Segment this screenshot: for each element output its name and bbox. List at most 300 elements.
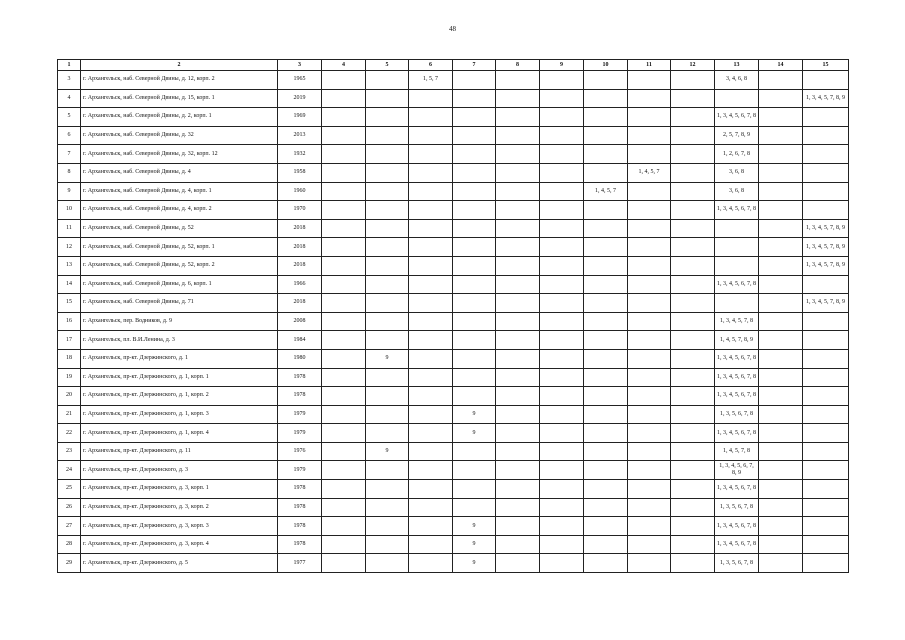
table-cell	[453, 219, 496, 238]
address-cell: г. Архангельск, наб. Северной Двины, д. 2, корп. 1	[81, 108, 278, 127]
table-cell	[366, 405, 409, 424]
table-cell	[322, 256, 366, 275]
table-cell	[496, 405, 540, 424]
year-cell: 1978	[278, 535, 322, 554]
year-cell: 1979	[278, 461, 322, 480]
table-header-row	[58, 60, 849, 71]
table-cell	[628, 498, 671, 517]
row-number-cell: 18	[58, 349, 81, 368]
table-cell	[453, 498, 496, 517]
table-cell	[759, 442, 803, 461]
address-cell: г. Архангельск, наб. Северной Двины, д. 12, корп. 2	[81, 71, 278, 90]
address-cell: г. Архангельск, пр-кт. Дзержинского, д. 1, корп. 4	[81, 424, 278, 443]
table-cell	[671, 238, 715, 257]
table-cell	[409, 424, 453, 443]
table-cell	[759, 108, 803, 127]
table-cell: 1, 3, 4, 5, 7, 8, 9	[803, 219, 849, 238]
table-cell: 1, 4, 5, 7, 8	[715, 442, 759, 461]
address-cell: г. Архангельск, пр-кт. Дзержинского, д. 1	[81, 349, 278, 368]
table-row	[58, 368, 849, 387]
column-header: 2	[81, 60, 278, 71]
table-cell: 1, 4, 5, 7, 8, 9	[715, 331, 759, 350]
table-cell: 2, 5, 7, 8, 9	[715, 126, 759, 145]
table-cell	[496, 275, 540, 294]
table-cell	[584, 294, 628, 313]
address-cell: г. Архангельск, пр-кт. Дзержинского, д. 3, корп. 3	[81, 517, 278, 536]
table-cell	[715, 219, 759, 238]
table-cell	[322, 461, 366, 480]
table-cell	[409, 387, 453, 406]
table-cell	[409, 219, 453, 238]
table-cell	[628, 349, 671, 368]
table-cell	[584, 275, 628, 294]
table-cell: 3, 4, 6, 8	[715, 71, 759, 90]
buildings-table	[57, 59, 849, 573]
column-header: 7	[453, 60, 496, 71]
table-cell	[628, 145, 671, 164]
table-cell: 1, 3, 4, 5, 6, 7, 8	[715, 480, 759, 499]
address-cell: г. Архангельск, пер. Водников, д. 9	[81, 312, 278, 331]
column-header: 9	[540, 60, 584, 71]
table-cell	[759, 405, 803, 424]
table-cell	[409, 201, 453, 220]
table-cell	[759, 145, 803, 164]
table-cell	[671, 498, 715, 517]
year-cell: 1958	[278, 163, 322, 182]
row-number-cell: 12	[58, 238, 81, 257]
table-cell	[759, 554, 803, 573]
table-cell	[366, 182, 409, 201]
column-header: 14	[759, 60, 803, 71]
table-cell	[409, 126, 453, 145]
table-row	[58, 480, 849, 499]
table-cell	[453, 108, 496, 127]
table-cell	[540, 498, 584, 517]
table-cell: 9	[366, 349, 409, 368]
table-cell: 1, 3, 4, 5, 6, 7, 8	[715, 201, 759, 220]
table-cell	[628, 461, 671, 480]
table-cell	[759, 312, 803, 331]
address-cell: г. Архангельск, пр-кт. Дзержинского, д. 1, корп. 1	[81, 368, 278, 387]
table-cell	[584, 126, 628, 145]
table-cell: 1, 3, 5, 6, 7, 8	[715, 554, 759, 573]
table-cell	[540, 108, 584, 127]
table-row	[58, 89, 849, 108]
column-header: 11	[628, 60, 671, 71]
table-cell	[671, 71, 715, 90]
table-cell	[453, 145, 496, 164]
table-cell	[803, 312, 849, 331]
address-cell: г. Архангельск, наб. Северной Двины, д. 4, корп. 2	[81, 201, 278, 220]
table-cell	[366, 219, 409, 238]
table-cell	[496, 517, 540, 536]
table-cell	[671, 554, 715, 573]
row-number-cell: 4	[58, 89, 81, 108]
address-cell: г. Архангельск, пр-кт. Дзержинского, д. 11	[81, 442, 278, 461]
table-cell	[584, 424, 628, 443]
table-cell	[409, 163, 453, 182]
address-cell: г. Архангельск, наб. Северной Двины, д. 32, корп. 12	[81, 145, 278, 164]
table-cell	[540, 201, 584, 220]
table-cell	[671, 405, 715, 424]
table-cell	[628, 535, 671, 554]
table-cell	[409, 498, 453, 517]
table-cell	[366, 480, 409, 499]
column-header: 10	[584, 60, 628, 71]
table-cell	[366, 331, 409, 350]
year-cell: 1966	[278, 275, 322, 294]
table-cell	[496, 294, 540, 313]
table-cell	[759, 349, 803, 368]
table-cell	[628, 387, 671, 406]
table-cell	[540, 331, 584, 350]
table-row	[58, 163, 849, 182]
table-cell	[671, 275, 715, 294]
table-cell	[803, 71, 849, 90]
table-cell: 1, 3, 5, 6, 7, 8	[715, 405, 759, 424]
table-cell	[759, 535, 803, 554]
table-cell	[628, 424, 671, 443]
table-cell	[322, 312, 366, 331]
table-cell	[453, 71, 496, 90]
address-cell: г. Архангельск, пр-кт. Дзержинского, д. 1, корп. 3	[81, 405, 278, 424]
table-cell	[628, 554, 671, 573]
table-cell	[671, 349, 715, 368]
table-cell	[322, 331, 366, 350]
table-cell	[803, 480, 849, 499]
table-cell	[628, 256, 671, 275]
year-cell: 1978	[278, 480, 322, 499]
table-cell: 1, 5, 7	[409, 71, 453, 90]
table-cell	[496, 89, 540, 108]
table-cell	[803, 535, 849, 554]
table-cell	[322, 182, 366, 201]
column-header: 13	[715, 60, 759, 71]
table-row	[58, 182, 849, 201]
table-cell	[409, 256, 453, 275]
table-row	[58, 405, 849, 424]
column-header: 15	[803, 60, 849, 71]
address-cell: г. Архангельск, наб. Северной Двины, д. 32	[81, 126, 278, 145]
table-cell	[671, 256, 715, 275]
table-cell	[671, 535, 715, 554]
table-cell	[496, 349, 540, 368]
table-cell	[803, 442, 849, 461]
table-cell	[540, 294, 584, 313]
table-cell	[671, 480, 715, 499]
table-cell	[322, 275, 366, 294]
table-cell	[453, 163, 496, 182]
table-cell	[409, 275, 453, 294]
row-number-cell: 13	[58, 256, 81, 275]
row-number-cell: 25	[58, 480, 81, 499]
table-cell	[322, 126, 366, 145]
table-cell: 1, 4, 5, 7	[628, 163, 671, 182]
table-cell	[322, 163, 366, 182]
row-number-cell: 27	[58, 517, 81, 536]
table-cell	[496, 312, 540, 331]
table-row	[58, 424, 849, 443]
table-cell	[759, 163, 803, 182]
table-cell: 1, 3, 4, 5, 6, 7, 8	[715, 349, 759, 368]
table-cell	[322, 480, 366, 499]
table-cell	[628, 275, 671, 294]
table-cell	[584, 219, 628, 238]
table-cell	[409, 554, 453, 573]
table-row	[58, 108, 849, 127]
table-cell	[540, 238, 584, 257]
table-cell	[759, 238, 803, 257]
table-row	[58, 535, 849, 554]
table-row	[58, 126, 849, 145]
table-cell	[453, 89, 496, 108]
table-cell	[584, 331, 628, 350]
table-cell	[803, 182, 849, 201]
table-cell	[322, 498, 366, 517]
table-cell	[540, 517, 584, 536]
table-cell	[628, 126, 671, 145]
table-cell	[628, 182, 671, 201]
table-cell	[496, 126, 540, 145]
address-cell: г. Архангельск, пр-кт. Дзержинского, д. 3	[81, 461, 278, 480]
table-cell	[496, 108, 540, 127]
table-cell	[453, 368, 496, 387]
table-cell	[453, 126, 496, 145]
table-cell	[628, 108, 671, 127]
table-cell	[584, 405, 628, 424]
table-cell	[322, 145, 366, 164]
table-cell	[671, 89, 715, 108]
table-cell	[803, 108, 849, 127]
table-cell	[759, 331, 803, 350]
table-cell: 1, 3, 4, 5, 6, 7, 8	[715, 517, 759, 536]
table-cell	[496, 163, 540, 182]
table-cell	[803, 163, 849, 182]
table-cell	[453, 238, 496, 257]
year-cell: 1976	[278, 442, 322, 461]
table-cell: 1, 3, 4, 5, 6, 7, 8	[715, 424, 759, 443]
year-cell: 1932	[278, 145, 322, 164]
table-cell	[584, 256, 628, 275]
column-header: 3	[278, 60, 322, 71]
address-cell: г. Архангельск, наб. Северной Двины, д. 4, корп. 1	[81, 182, 278, 201]
table-row	[58, 349, 849, 368]
table-cell	[671, 424, 715, 443]
table-cell	[496, 498, 540, 517]
year-cell: 1970	[278, 201, 322, 220]
table-cell	[628, 517, 671, 536]
table-cell	[366, 145, 409, 164]
table-cell	[671, 368, 715, 387]
page-number: 48	[449, 25, 456, 33]
table-cell	[671, 312, 715, 331]
table-cell	[584, 145, 628, 164]
table-cell	[584, 480, 628, 499]
table-row	[58, 517, 849, 536]
address-cell: г. Архангельск, наб. Северной Двины, д. 4	[81, 163, 278, 182]
table-cell	[671, 294, 715, 313]
table-cell	[671, 201, 715, 220]
table-row	[58, 201, 849, 220]
row-number-cell: 9	[58, 182, 81, 201]
table-cell	[715, 294, 759, 313]
table-cell	[540, 312, 584, 331]
table-cell: 9	[453, 517, 496, 536]
table-cell: 1, 3, 4, 5, 6, 7, 8	[715, 535, 759, 554]
address-cell: г. Архангельск, наб. Северной Двины, д. 52	[81, 219, 278, 238]
table-cell	[671, 145, 715, 164]
table-row	[58, 498, 849, 517]
table-cell	[628, 331, 671, 350]
table-cell: 3, 6, 8	[715, 163, 759, 182]
row-number-cell: 28	[58, 535, 81, 554]
table-cell	[759, 275, 803, 294]
table-cell	[366, 201, 409, 220]
table-cell	[366, 535, 409, 554]
table-cell	[540, 554, 584, 573]
table-cell	[540, 480, 584, 499]
table-cell	[540, 387, 584, 406]
table-cell	[540, 535, 584, 554]
table-row	[58, 145, 849, 164]
table-cell: 9	[453, 535, 496, 554]
table-cell	[366, 554, 409, 573]
table-cell: 9	[453, 424, 496, 443]
table-cell	[496, 368, 540, 387]
table-cell	[366, 71, 409, 90]
table-cell	[759, 201, 803, 220]
table-cell	[671, 442, 715, 461]
table-cell	[366, 89, 409, 108]
column-header: 6	[409, 60, 453, 71]
table-cell	[628, 480, 671, 499]
table-cell	[540, 182, 584, 201]
table-cell	[409, 535, 453, 554]
table-cell	[759, 294, 803, 313]
year-cell: 2013	[278, 126, 322, 145]
table-cell	[322, 387, 366, 406]
table-cell	[366, 424, 409, 443]
table-cell	[759, 368, 803, 387]
table-cell	[584, 201, 628, 220]
row-number-cell: 6	[58, 126, 81, 145]
table-cell: 1, 3, 4, 5, 7, 8, 9	[803, 89, 849, 108]
table-cell	[628, 368, 671, 387]
table-cell: 1, 3, 4, 5, 6, 7, 8	[715, 387, 759, 406]
table-cell	[628, 442, 671, 461]
row-number-cell: 19	[58, 368, 81, 387]
table-cell	[759, 219, 803, 238]
table-row	[58, 256, 849, 275]
table-cell	[409, 405, 453, 424]
table-cell: 1, 3, 4, 5, 7, 8, 9	[803, 256, 849, 275]
table-cell	[671, 219, 715, 238]
table-cell	[759, 256, 803, 275]
row-number-cell: 7	[58, 145, 81, 164]
table-row	[58, 275, 849, 294]
table-cell	[759, 387, 803, 406]
table-cell	[540, 163, 584, 182]
table-cell	[409, 349, 453, 368]
table-cell	[496, 480, 540, 499]
table-cell	[409, 89, 453, 108]
year-cell: 1979	[278, 405, 322, 424]
table-row	[58, 331, 849, 350]
row-number-cell: 23	[58, 442, 81, 461]
table-cell	[584, 71, 628, 90]
table-cell	[366, 517, 409, 536]
table-cell	[540, 461, 584, 480]
table-cell	[322, 442, 366, 461]
table-cell: 9	[453, 554, 496, 573]
table-cell	[803, 349, 849, 368]
table-cell	[453, 201, 496, 220]
year-cell: 2008	[278, 312, 322, 331]
table-cell	[584, 163, 628, 182]
table-cell	[628, 405, 671, 424]
table-body	[58, 71, 849, 573]
table-cell	[496, 145, 540, 164]
row-number-cell: 22	[58, 424, 81, 443]
table-cell	[759, 182, 803, 201]
table-cell	[453, 349, 496, 368]
table-row	[58, 294, 849, 313]
row-number-cell: 5	[58, 108, 81, 127]
address-cell: г. Архангельск, пр-кт. Дзержинского, д. 3, корп. 1	[81, 480, 278, 499]
table-row	[58, 461, 849, 480]
table-cell	[715, 256, 759, 275]
table-cell	[584, 312, 628, 331]
table-cell	[540, 256, 584, 275]
table-cell	[759, 480, 803, 499]
table-cell	[453, 312, 496, 331]
table-cell	[496, 182, 540, 201]
table-cell	[453, 387, 496, 406]
table-cell	[628, 294, 671, 313]
table-cell	[671, 163, 715, 182]
year-cell: 1969	[278, 108, 322, 127]
table-cell	[496, 442, 540, 461]
table-cell	[322, 294, 366, 313]
table-cell	[366, 108, 409, 127]
year-cell: 1978	[278, 517, 322, 536]
table-cell: 9	[366, 442, 409, 461]
table-cell: 1, 2, 6, 7, 8	[715, 145, 759, 164]
table-cell	[671, 387, 715, 406]
table-cell	[496, 424, 540, 443]
table-cell	[628, 89, 671, 108]
table-cell	[409, 331, 453, 350]
table-cell	[759, 89, 803, 108]
table-cell	[409, 517, 453, 536]
table-cell	[453, 461, 496, 480]
table-cell	[628, 201, 671, 220]
table-cell: 1, 3, 4, 5, 7, 8	[715, 312, 759, 331]
row-number-cell: 16	[58, 312, 81, 331]
table-cell	[540, 368, 584, 387]
table-cell	[322, 424, 366, 443]
table-cell	[584, 517, 628, 536]
table-cell: 1, 3, 5, 6, 7, 8	[715, 498, 759, 517]
table-cell	[540, 219, 584, 238]
table-cell	[540, 405, 584, 424]
table-cell	[671, 517, 715, 536]
year-cell: 2018	[278, 294, 322, 313]
column-header: 5	[366, 60, 409, 71]
table-cell	[409, 238, 453, 257]
year-cell: 2018	[278, 238, 322, 257]
table-cell: 1, 3, 4, 5, 6, 7, 8	[715, 275, 759, 294]
